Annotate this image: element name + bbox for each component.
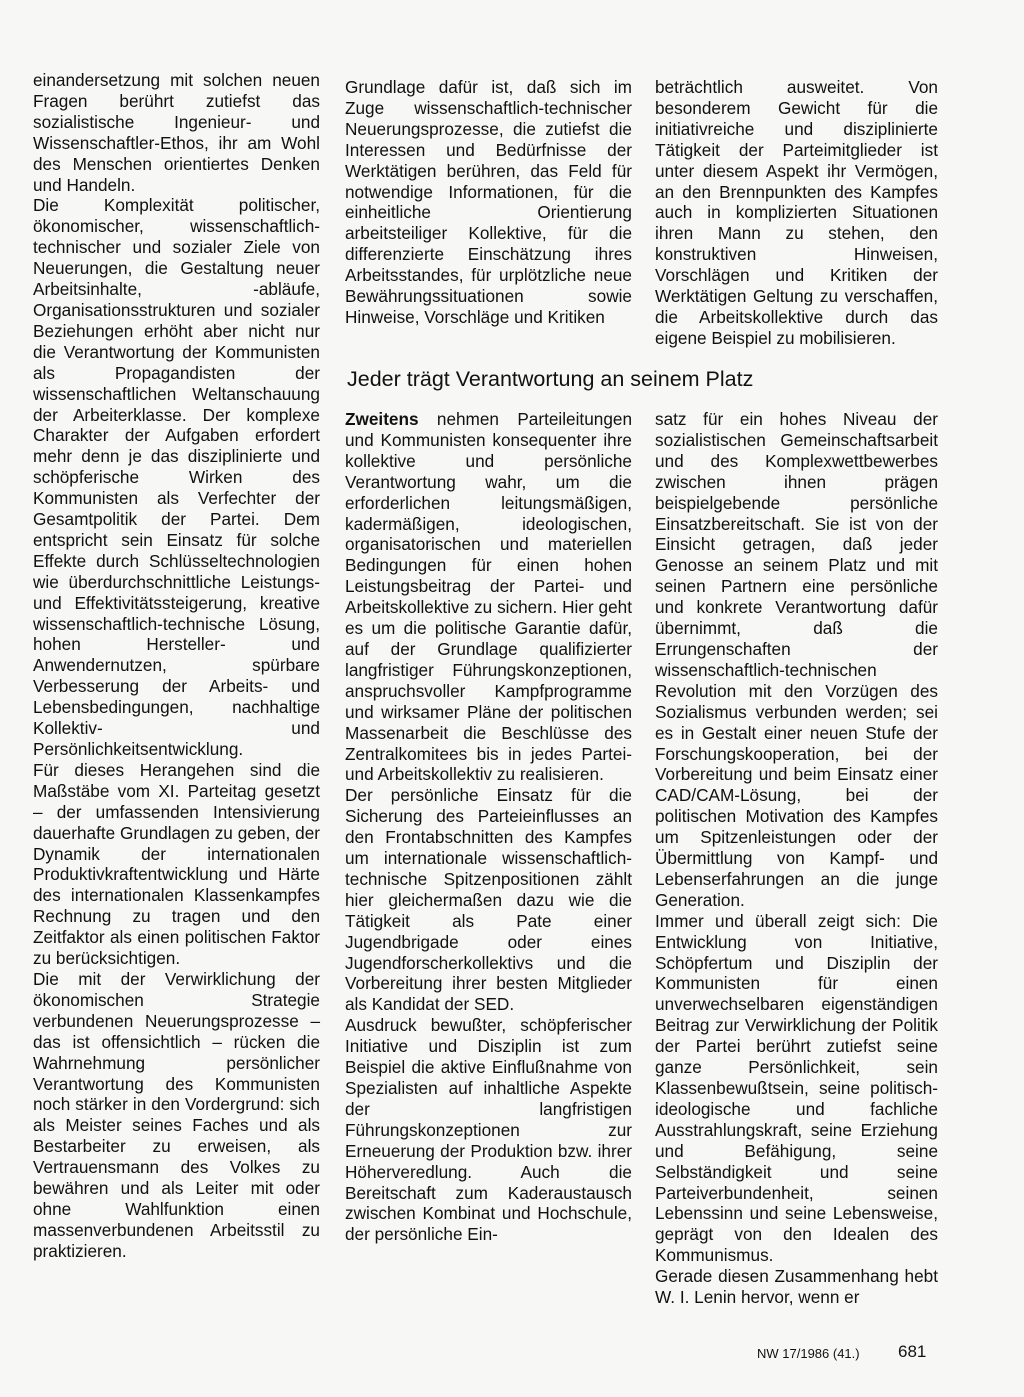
paragraph: beträchtlich ausweitet. Von besonderem Gewicht für die initiativreiche und disziplinierte Tätigkeit der Parteimitglieder ist unter diesem Aspekt ihr Vermögen, an den Brennpunkten des Kampfes auch in komplizierten Situationen ihren Mann zu stehen, den konstruktiven Hinweisen, Vorschlägen und Kritiken der Werktätigen Geltung zu verschaffen, die Arbeitskollektive durch das eigene Beispiel zu mobilisieren.: [655, 77, 938, 348]
column-2-top: [345, 77, 632, 328]
paragraph: Ausdruck bewußter, schöpferischer Initiative und Disziplin ist zum Beispiel die aktive Einflußnahme von Spezialisten auf inhaltliche Aspekte der langfristigen Führungskonzeptionen zur Erneuerung der Produktion bzw. ihrer Höherveredlung. Auch die Bereitschaft zum Kaderaustausch zwischen Kombinat und Hochschule, der persönliche Ein-: [345, 1015, 632, 1245]
page-number: 681: [898, 1342, 927, 1361]
paragraph: Für dieses Herangehen sind die Maßstäbe vom XI. Parteitag gesetzt – der umfassenden Intensivierung dauerhafte Grundlagen zu geben, der Dynamik der internationalen Produktivkraftentwicklung und Härte des internationalen Klassenkampfes Rechnung zu tragen und den Zeitfaktor als einen politischen Faktor zu berücksichtigen.: [33, 759, 320, 969]
paragraph: Der persönliche Einsatz für die Sicherung des Parteieinflusses an den Frontabschnitten des Kampfes um internationale wissenschaftlich-technische Spitzenpositionen zählt hier gleichermaßen dazu wie die Tätigkeit als Pate einer Jugendbrigade oder eines Jugendforscherkollektivs und die Vorbereitung ihrer besten Mitglieder als Kandidat der SED.: [345, 785, 632, 1015]
paragraph: Grundlage dafür ist, daß sich im Zuge wissenschaftlich-technischer Neuerungsprozesse, die zutiefst die Interessen und Bedürfnisse der Werktätigen berühren, das Feld für notwendige Informationen, für die einheitliche Orientierung arbeitsteiliger Kollektive, für die differenzierte Einschätzung ihres Arbeitsstandes, für urplötzliche neue Bewährungssituationen sowie Hinweise, Vorschläge und Kritiken: [345, 77, 632, 327]
lead-word: Zweitens: [345, 409, 419, 429]
column-2-bottom: [345, 409, 632, 1245]
paragraph: einandersetzung mit solchen neuen Fragen berührt zutiefst das sozialistische Ingenieur- und Wissenschaftler-Ethos, ihr am Wohl des Menschen orientiertes Denken und Handeln.: [33, 70, 320, 195]
paragraph: Immer und überall zeigt sich: Die Entwicklung von Initiative, Schöpfertum und Disziplin der Kommunisten für einen unverwechselbaren eigenständigen Beitrag zur Verwirklichung der Politik der Partei berührt zutiefst seine ganze Persönlichkeit, sein Klassenbewußtsein, seine politisch-ideologische und fachliche Ausstrahlungskraft, seine Erziehung und Befähigung, seine Selbständigkeit und seine Parteiverbundenheit, seinen Lebenssinn und seine Lebensweise, geprägt von den Idealen des Kommunismus.: [655, 910, 938, 1266]
column-3-bottom: [655, 409, 938, 1308]
issue-reference: NW 17/1986 (41.): [757, 1346, 860, 1361]
column-3-top: [655, 77, 938, 349]
paragraph: Die mit der Verwirklichung der ökonomischen Strategie verbundenen Neuerungsprozesse – das ist offensichtlich – rücken die Wahrnehmung persönlicher Verantwortung des Kommunisten noch stärker in den Vordergrund: sich als Meister seines Faches und als Bestarbeiter zu erweisen, als Vertrauensmann des Volkes zu bewähren und als Leiter mit oder ohne Wahlfunktion einen massenverbundenen Arbeitsstil zu praktizieren.: [33, 968, 320, 1261]
paragraph-text: nehmen Parteileitungen und Kommunisten konsequenter ihre kollektive und persönliche Verantwortung wahr, um die erforderlichen leitungsmäßigen, kadermäßigen, ideologischen, organisatorischen und materiellen Bedingungen für einen hohen Leistungsbeitrag der Partei- und Arbeitskollektive zu sichern. Hier geht es um die politische Garantie dafür, auf der Grundlage qualifizierter langfristiger Führungskonzeptionen, anspruchsvoller Kampfprogramme und wirksamer Pläne der politischen Massenarbeit die Beschlüsse des Zentralkomitees bis in jedes Partei- und Arbeitskollektiv zu realisieren.: [345, 409, 632, 785]
paragraph: [345, 409, 632, 785]
paragraph: Die Komplexität politischer, ökonomischer, wissenschaftlich-technischer und sozialer Ziele von Neuerungen, die Gestaltung neuer Arbeitsinhalte, -abläufe, Organisationsstrukturen und sozialer Beziehungen erhöht aber nicht nur die Verantwortung der Kommunisten als Propagandisten der wissenschaftlichen Weltanschauung der Arbeiterklasse. Der komplexe Charakter der Aufgaben erfordert mehr denn je das disziplinierte und schöpferische Wirken des Kommunisten als Verfechter der Gesamtpolitik der Partei. Dem entspricht sein Einsatz für solche Effekte durch Schlüsseltechnologien wie überdurchschnittliche Leistungs- und Effektivitätssteigerung, kreative wissenschaftlich-technische Lösung, hohen Hersteller- und Anwendernutzen, spürbare Verbesserung der Arbeits- und Lebensbedingungen, nachhaltige Kollektiv- und Persönlichkeitsentwicklung.: [33, 195, 320, 759]
paragraph: Gerade diesen Zusammenhang hebt W. I. Lenin hervor, wenn er: [655, 1266, 938, 1308]
paragraph: satz für ein hohes Niveau der sozialistischen Gemeinschaftsarbeit und des Komplexwettbewerbes zwischen ihnen prägen beispielgebende persönliche Einsatzbereitschaft. Sie ist von der Einsicht getragen, daß jeder Genosse an seinem Platz und mit seinen Partnern eine persönliche und konkrete Verantwortung dafür übernimmt, daß die Errungenschaften der wissenschaftlich-technischen Revolution mit den Vorzügen des Sozialismus verbunden werden; sei es in Gestalt einer neuen Stufe der Forschungskooperation, bei der Vorbereitung und beim Einsatz einer CAD/CAM-Lösung, bei der politischen Motivation des Kampfes um Spitzenleistungen oder der Übermittlung von Kampf- und Lebenserfahrungen an die junge Generation.: [655, 409, 938, 910]
column-1: [33, 70, 320, 1262]
section-heading: Jeder trägt Verantwortung an seinem Platz: [347, 367, 754, 391]
